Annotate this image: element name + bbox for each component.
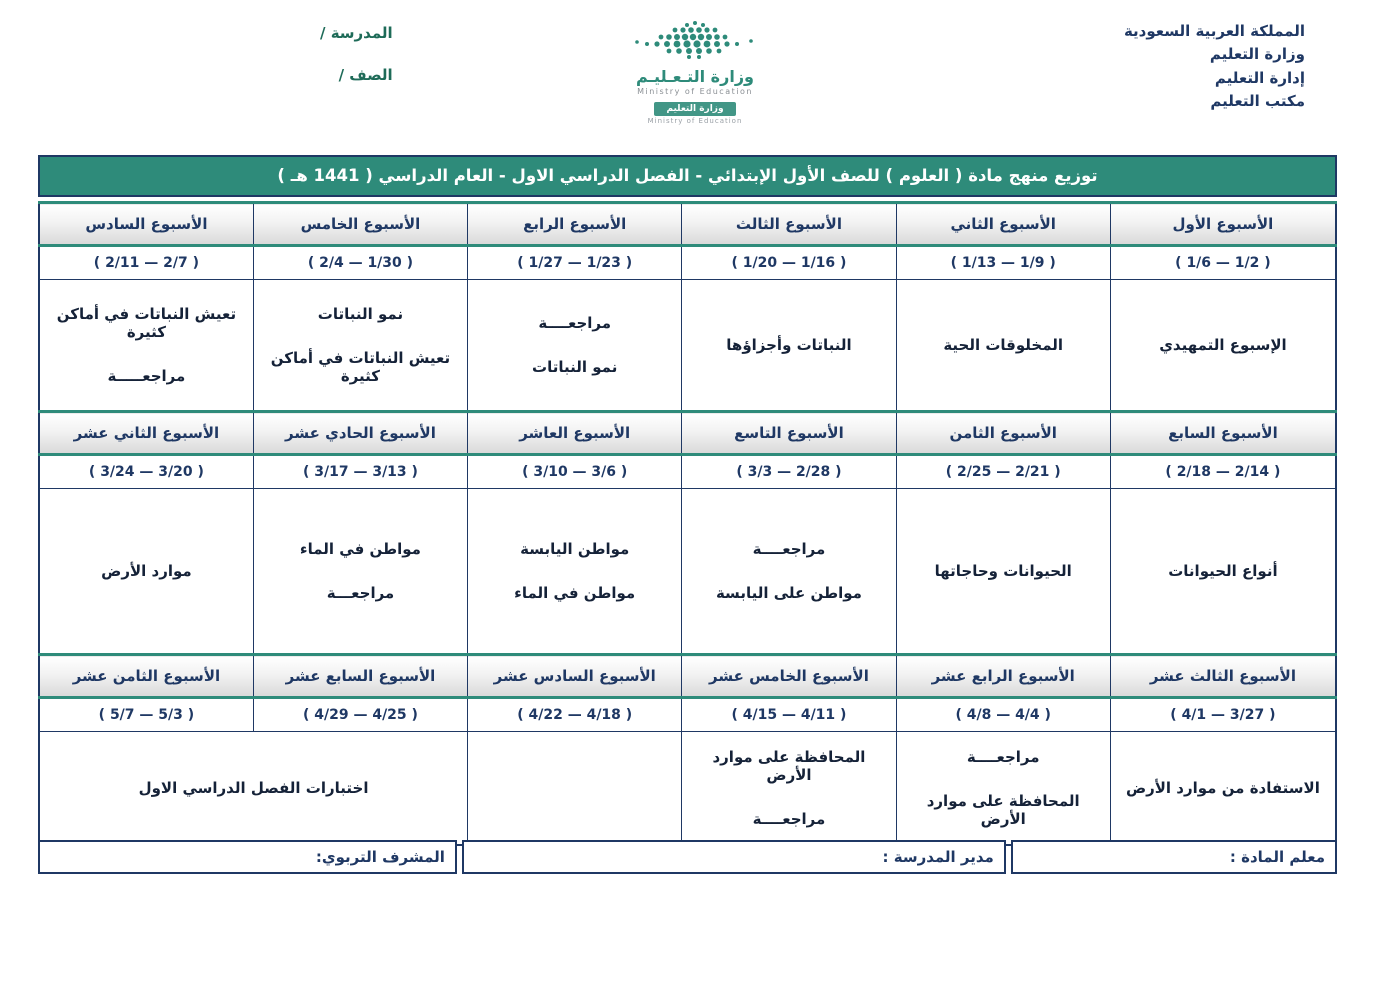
week-header-cell [253,655,467,698]
lesson-title: المحافظة على موارد الأرض [712,748,866,784]
content-cell [39,280,253,412]
lesson-title: مواطن في الماء [299,540,421,558]
logo-mini-subtitle: Ministry of Education [647,117,743,125]
teacher-signature-box [1011,840,1337,874]
week-header-cell [39,203,253,246]
lesson-title: المحافظة على موارد الأرض [926,792,1080,828]
date-cell [253,455,467,489]
curriculum-table-wrap [38,155,1337,846]
lesson-title: مراجعـــة [326,584,395,602]
week-label: الأسبوع الثامن [949,424,1057,442]
week-label: الأسبوع الثالث عشر [1149,667,1296,685]
content-cell [682,489,896,655]
content-row-1 [39,280,1336,412]
week-header-cell [253,203,467,246]
week-header-row-2 [39,412,1336,455]
date-range: ( 3/10 — 3/6 ) [522,464,628,480]
lesson-title: مواطن على اليابسة [715,584,862,602]
date-row-2 [39,455,1336,489]
lesson-title: الإسبوع التمهيدي [1159,336,1287,354]
content-cell [468,280,682,412]
date-cell [468,698,682,732]
lesson-title: النباتات وأجزاؤها [726,336,852,354]
date-cell [896,698,1110,732]
lesson-title: مراجعــــة [752,540,826,558]
date-range: ( 3/17 — 3/13 ) [302,464,418,480]
week-header-cell [896,203,1110,246]
lesson-title: الاستفادة من موارد الأرض [1125,779,1320,797]
content-cell [253,280,467,412]
content-cell [253,489,467,655]
curriculum-table [38,201,1337,846]
date-cell [253,246,467,280]
week-header-cell [253,412,467,455]
date-cell [682,246,896,280]
lesson-title: مراجعــــة [752,810,826,828]
lesson-title: موارد الأرض [101,562,192,580]
week-label: الأسبوع الثاني عشر [73,424,220,442]
week-header-row-1 [39,203,1336,246]
lesson-title: مراجعـــــة [107,367,186,385]
signature-row [38,840,1337,874]
date-cell [253,698,467,732]
content-row-2 [39,489,1336,655]
gov-line-office: مكتب التعليم [1210,91,1305,110]
class-label: الصف / [338,66,393,84]
lesson-title: مواطن اليابسة [520,540,630,558]
week-label: الأسبوع الخامس [300,215,421,233]
week-label: الأسبوع التاسع [734,424,844,442]
content-cell [1110,280,1336,412]
lesson-title: الحيوانات وحاجاتها [934,562,1072,580]
government-header [1124,20,1305,113]
week-header-cell [468,655,682,698]
content-cell [682,732,896,846]
date-cell [39,455,253,489]
date-range: ( 4/29 — 4/25 ) [302,707,418,723]
week-label: الأسبوع العاشر [519,424,631,442]
date-row-3 [39,698,1336,732]
week-header-cell [682,412,896,455]
ministry-logo [600,18,790,125]
date-range: ( 4/1 — 3/27 ) [1170,707,1276,723]
ministry-logo-dots-icon [620,18,770,62]
week-label: الأسبوع الخامس عشر [709,667,869,685]
week-label: الأسبوع الأول [1172,215,1274,233]
date-range: ( 2/18 — 2/14 ) [1165,464,1281,480]
date-cell [468,246,682,280]
week-header-cell [1110,655,1336,698]
date-cell [39,698,253,732]
week-label: الأسبوع الرابع [523,215,627,233]
lesson-title: تعيش النباتات في أماكن كثيرة [270,349,451,385]
week-header-cell [682,655,896,698]
date-cell [1110,698,1336,732]
week-header-cell [468,203,682,246]
date-range: ( 1/20 — 1/16 ) [731,255,847,271]
date-range: ( 1/6 — 1/2 ) [1175,255,1271,271]
week-header-cell [39,655,253,698]
week-label: الأسبوع السابع عشر [285,667,436,685]
lesson-title: أنواع الحيوانات [1168,562,1278,580]
lesson-title: نمو النباتات [317,305,404,323]
week-header-cell [896,655,1110,698]
content-cell [468,489,682,655]
week-label: الأسبوع السابع [1168,424,1278,442]
week-header-cell [39,412,253,455]
week-label: الأسبوع الحادي عشر [285,424,436,442]
week-label: الأسبوع الرابع عشر [931,667,1075,685]
lesson-title: تعيش النباتات في أماكن كثيرة [56,305,237,341]
content-cell [896,489,1110,655]
week-header-cell [1110,203,1336,246]
date-row-1 [39,246,1336,280]
lesson-title: مراجعــــة [966,748,1040,766]
content-cell [682,280,896,412]
principal-label: مدير المدرسة : [882,848,994,866]
date-cell [1110,246,1336,280]
date-cell [468,455,682,489]
week-header-cell [468,412,682,455]
week-header-row-3 [39,655,1336,698]
date-cell [682,698,896,732]
week-label: الأسبوع الثالث [735,215,842,233]
date-range: ( 3/3 — 2/28 ) [736,464,842,480]
date-range: ( 2/25 — 2/21 ) [945,464,1061,480]
logo-subtitle-english: Ministry of Education [637,87,753,96]
week-header-cell [896,412,1110,455]
date-cell [896,246,1110,280]
date-range: ( 1/13 — 1/9 ) [950,255,1056,271]
week-header-cell [682,203,896,246]
supervisor-label: المشرف التربوي: [315,848,445,866]
week-header-cell [1110,412,1336,455]
table-title: توزيع منهج مادة ( العلوم ) للصف الأول الإبتدائي - الفصل الدراسي الاول - العام الدراسي ( 1441 هـ ) [38,155,1337,197]
date-range: ( 2/11 — 2/7 ) [93,255,200,271]
content-cell [1110,489,1336,655]
date-range: ( 5/7 — 5/3 ) [98,707,195,723]
lesson-title: المخلوقات الحية [943,336,1064,354]
principal-signature-box [462,840,1006,874]
content-cell [896,732,1110,846]
gov-line-administration: إدارة التعليم [1214,68,1305,87]
exams-cell [39,732,468,846]
gov-line-ministry: وزارة التعليم [1209,45,1305,64]
week-label: الأسبوع السادس عشر [493,667,656,685]
date-range: ( 1/27 — 1/23 ) [517,255,633,271]
date-cell [39,246,253,280]
teacher-label: معلم المادة : [1229,848,1325,866]
week-label: الأسبوع الثامن عشر [72,667,221,685]
lesson-title: نمو النباتات [532,358,618,376]
logo-title-arabic: وزارة التـعـليـم [636,67,754,86]
date-range: ( 4/15 — 4/11 ) [731,707,847,723]
content-cell [896,280,1110,412]
gov-line-country: المملكة العربية السعودية [1123,22,1305,40]
date-range: ( 4/22 — 4/18 ) [517,707,633,723]
lesson-title: مراجعــــة [538,314,612,332]
date-range: ( 2/4 — 1/30 ) [307,255,414,271]
date-cell [896,455,1110,489]
date-cell [1110,455,1336,489]
content-cell [1110,732,1336,846]
content-cell [39,489,253,655]
date-cell [682,455,896,489]
content-cell-empty [468,732,682,846]
school-label: المدرسة / [320,24,393,42]
date-range: ( 3/24 — 3/20 ) [88,464,204,480]
content-row-3 [39,732,1336,846]
week-label: الأسبوع السادس [85,215,208,233]
week-label: الأسبوع الثاني [950,215,1056,233]
lesson-title: مواطن في الماء [514,584,636,602]
logo-mini-banner: وزارة التعليم [654,102,735,116]
school-class-block [320,24,393,108]
date-range: ( 4/8 — 4/4 ) [955,707,1051,723]
exams-label: اختبارات الفصل الدراسي الاول [138,779,369,797]
supervisor-signature-box [38,840,457,874]
